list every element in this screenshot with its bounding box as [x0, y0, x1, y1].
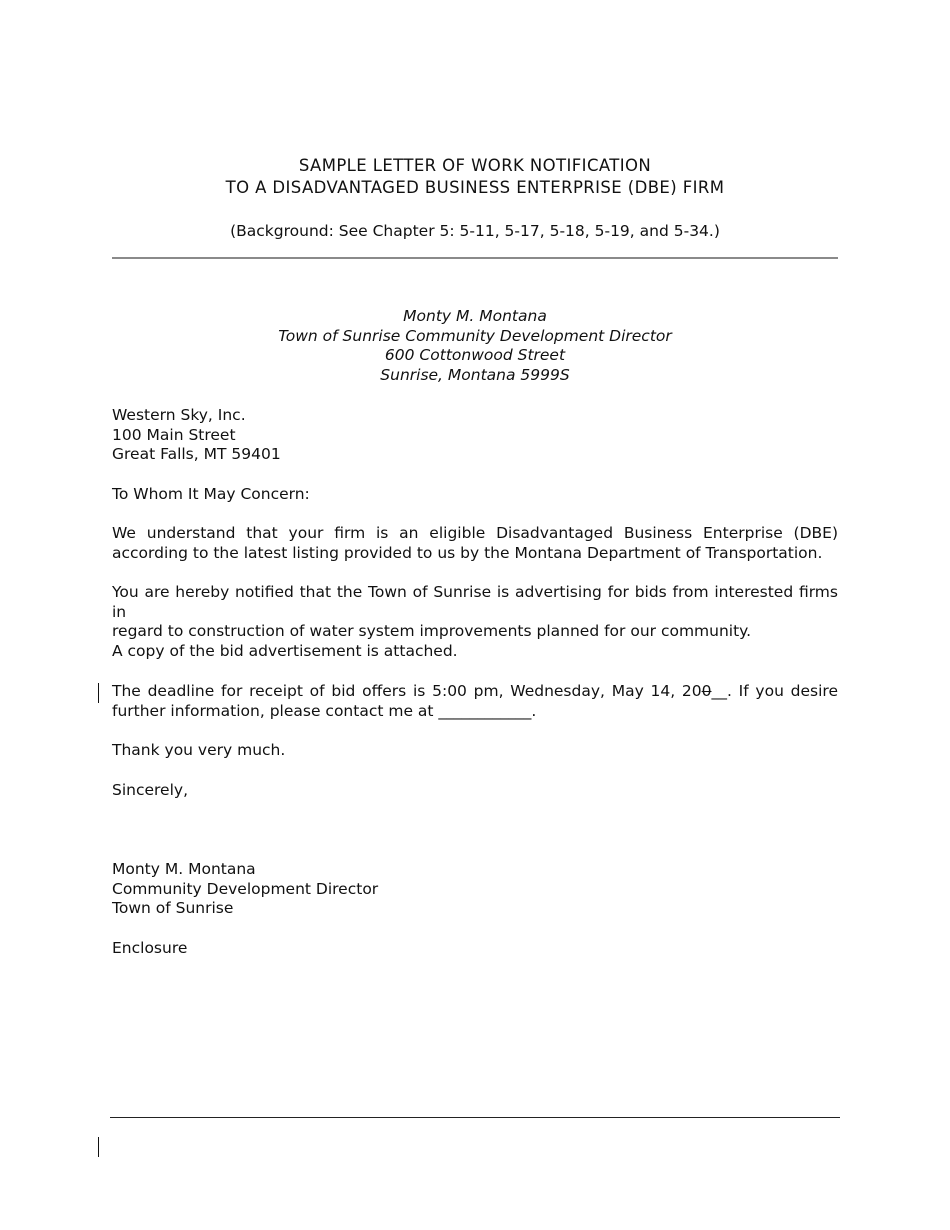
enclosure-text: Enclosure [112, 939, 188, 957]
recipient-city: Great Falls, MT 59401 [112, 445, 281, 464]
sender-address-block [0, 307, 950, 386]
sender-street: 600 Cottonwood Street [384, 346, 566, 365]
revision-change-bar [98, 683, 99, 703]
deadline-line [112, 682, 838, 702]
sender-title: Town of Sunrise Community Development Director [278, 326, 672, 345]
thanks-text: Thank you very much. [112, 741, 286, 759]
sender-city: Sunrise, Montana 5999S [380, 366, 570, 385]
enclosure-note [112, 939, 838, 959]
paragraph-line: according to the latest listing provided to us by the Montana Department of Transportation. [112, 543, 823, 562]
closing-text: Sincerely, [112, 781, 189, 799]
paragraph-attachment [112, 642, 838, 662]
paragraph-deadline [112, 682, 838, 721]
deadline-text: The deadline for receipt of bid offers is 5:00 pm, Wednesday, May 14, 20 [112, 682, 702, 700]
recipient-address-block [112, 406, 838, 465]
signature-org: Town of Sunrise [112, 899, 234, 918]
footer-divider [110, 1117, 840, 1118]
paragraph-dbe-eligibility [112, 524, 838, 563]
paragraph-line: We understand that your firm is an eligible Disadvantaged Business Enterprise (DBE) [112, 524, 838, 542]
recipient-street: 100 Main Street [112, 425, 236, 444]
thanks-line [112, 741, 838, 761]
recipient-company: Western Sky, Inc. [112, 406, 246, 424]
background-note: (Background: See Chapter 5: 5-11, 5-17, 5-18, 5-19, and 5-34.) [230, 222, 720, 240]
paragraph-line: You are hereby notified that the Town of Sunrise is advertising for bids from interested firms in [112, 583, 838, 621]
paragraph-bid-notice [112, 583, 838, 642]
struck-text: 0 [701, 682, 712, 700]
closing-line [112, 781, 838, 801]
signature-name: Monty M. Montana [112, 860, 256, 878]
document-title-line-2: TO A DISADVANTAGED BUSINESS ENTERPRISE (DBE) FIRM [225, 178, 725, 197]
salutation [112, 485, 838, 505]
paragraph-line: A copy of the bid advertisement is attached. [112, 642, 458, 660]
signature-title: Community Development Director [112, 879, 379, 898]
document-title-line-1: SAMPLE LETTER OF WORK NOTIFICATION [298, 156, 652, 175]
sender-name: Monty M. Montana [403, 307, 547, 325]
deadline-text-end: __. If you desire [711, 682, 838, 700]
salutation-text: To Whom It May Concern: [112, 485, 310, 503]
revision-change-bar [98, 1137, 99, 1157]
paragraph-line: further information, please contact me at ____________. [112, 701, 537, 720]
signature-block [112, 860, 838, 919]
header-divider [112, 257, 838, 259]
paragraph-line: regard to construction of water system improvements planned for our community. [112, 622, 752, 641]
